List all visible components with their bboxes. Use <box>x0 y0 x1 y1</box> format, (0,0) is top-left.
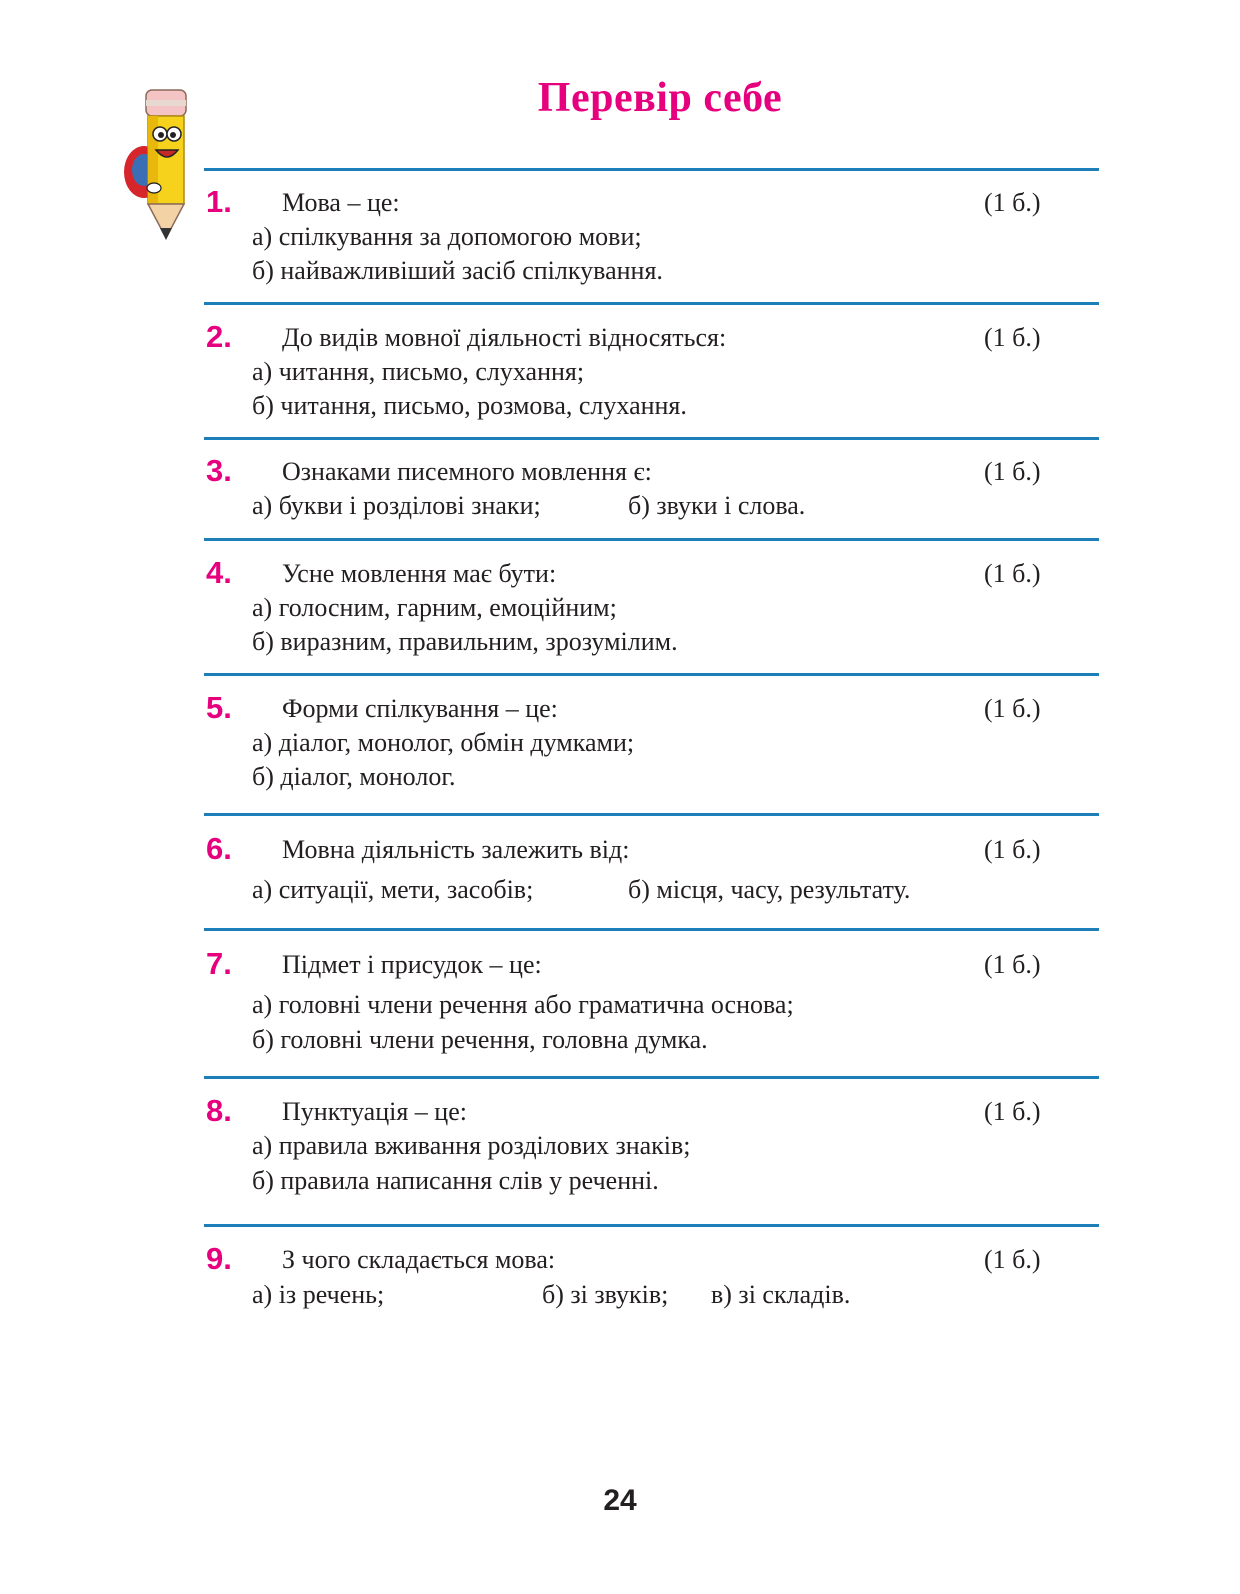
divider <box>204 928 1099 931</box>
question-points: (1 б.) <box>984 457 1041 486</box>
question-points: (1 б.) <box>984 1245 1041 1274</box>
question-number: 1. <box>206 184 232 219</box>
question-number: 9. <box>206 1241 232 1276</box>
divider <box>204 302 1099 305</box>
option-a: а) букви і розділові знаки; <box>252 491 541 520</box>
option-a: а) головні члени речення або граматична основа; <box>252 990 794 1019</box>
question-text: Усне мовлення має бути: <box>282 559 557 588</box>
question-points: (1 б.) <box>984 694 1041 723</box>
question-text: Мова – це: <box>282 188 400 217</box>
divider <box>204 813 1099 816</box>
question-text: З чого складається мова: <box>282 1245 556 1274</box>
page-number: 24 <box>603 1484 637 1517</box>
question-points: (1 б.) <box>984 1097 1041 1126</box>
question-number: 6. <box>206 831 232 866</box>
question-points: (1 б.) <box>984 835 1041 864</box>
question-number: 8. <box>206 1093 232 1128</box>
option-a: а) діалог, монолог, обмін думками; <box>252 728 635 757</box>
question-number: 4. <box>206 555 232 590</box>
option-a: а) ситуації, мети, засобів; <box>252 875 534 904</box>
option-a: а) читання, письмо, слухання; <box>252 357 585 386</box>
divider <box>204 673 1099 676</box>
page-title: Перевір себе <box>537 75 783 121</box>
question-number: 2. <box>206 319 232 354</box>
divider <box>204 1076 1099 1079</box>
divider <box>204 437 1099 440</box>
divider <box>204 168 1099 171</box>
option-b: б) найважливіший засіб спілкування. <box>252 256 663 285</box>
option-b: б) діалог, монолог. <box>252 762 456 791</box>
divider <box>204 538 1099 541</box>
question-points: (1 б.) <box>984 950 1041 979</box>
question-text: Підмет і присудок – це: <box>282 950 542 979</box>
option-b: б) правила написання слів у реченні. <box>252 1166 659 1195</box>
question-text: Мовна діяльність залежить від: <box>282 835 630 864</box>
option-b: б) виразним, правильним, зрозумілим. <box>252 627 678 656</box>
option-b: б) головні члени речення, головна думка. <box>252 1025 708 1054</box>
option-c: в) зі складів. <box>711 1280 851 1309</box>
option-a: а) із речень; <box>252 1280 385 1309</box>
question-points: (1 б.) <box>984 323 1041 352</box>
option-b: б) звуки і слова. <box>628 491 806 520</box>
question-text: Пунктуація – це: <box>282 1097 467 1126</box>
option-b: б) зі звуків; <box>542 1280 669 1309</box>
question-text: Ознаками писемного мовлення є: <box>282 457 652 486</box>
question-number: 5. <box>206 690 232 725</box>
option-b: б) читання, письмо, розмова, слухання. <box>252 391 687 420</box>
option-a: а) спілкування за допомогою мови; <box>252 222 642 251</box>
option-b: б) місця, часу, результату. <box>628 875 911 904</box>
question-number: 7. <box>206 946 232 981</box>
pencil-mascot-icon <box>120 80 210 250</box>
question-points: (1 б.) <box>984 188 1041 217</box>
question-points: (1 б.) <box>984 559 1041 588</box>
question-text: До видів мовної діяльності відносяться: <box>282 323 727 352</box>
question-text: Форми спілкування – це: <box>282 694 558 723</box>
question-number: 3. <box>206 453 232 488</box>
option-a: а) голосним, гарним, емоційним; <box>252 593 617 622</box>
option-a: а) правила вживання розділових знаків; <box>252 1131 691 1160</box>
divider <box>204 1224 1099 1227</box>
